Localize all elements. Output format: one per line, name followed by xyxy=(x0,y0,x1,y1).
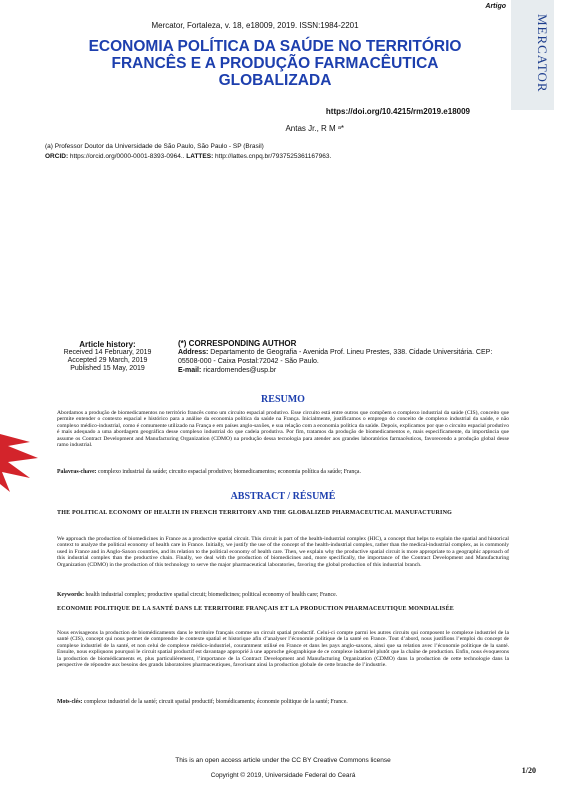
article-title: ECONOMIA POLÍTICA DA SAÚDE NO TERRITÓRIO FRANCÊS E A PRODUÇÃO FARMACÊUTICA GLOBALIZADA xyxy=(88,38,462,89)
corresponding-address xyxy=(178,348,508,366)
french-abstract: Nous envisageons la production de biomédicaments dans le territoire français comme un circuit spatial productif. Celui-ci compte parmi les autres circuits qui composent le complexe industriel de la santé (CIS), concept qui nous permet de comprendre le contexte spatial et historique afin d’analyser l’économie politique de la santé en France. Tout d’abord, nous justifions l’emploi du concept de complexe industriel de la santé, et non celui de complexe médico-industriel, couramment utilisé en France et dans les pays anglo-saxons, ainsi que sa relation avec l’économie politique de la santé. Ensuite, nous expliquons pourquoi le circuit spatial productif est davantage approprié à une approche géographique de ce complexe industriel plutôt que la chaîne de production. Enfin, nous évoquerons la production de biomédicaments et, plus particulièrement, l’importance de la Contract Development and Manufacturing Organization (CDMO) dans la production de cette technologie dans la perspective de répondre aux besoins des grands laboratoires pharmaceutiques, favorisant ainsi la production globale de cette branche de l’industrie. xyxy=(57,630,509,669)
license-notice: This is an open access article under the CC BY Creative Commons license xyxy=(175,757,391,764)
english-keywords-text: health industrial complex; productive spatial circuit; biomedicines; political economy of health care; France. xyxy=(84,592,338,598)
author-affiliation: (a) Professor Doutor da Universidade de São Paulo, São Paulo - SP (Brasil) xyxy=(45,143,264,150)
resumo-keywords-label: Palavras-chave: xyxy=(57,469,97,475)
corresponding-email xyxy=(178,366,508,375)
english-abstract: We approach the production of biomedicines in France as a productive spatial circuit. This circuit is part of the health-industrial complex (HIC), a concept that helps to explain the spatial and historical context to analyze the political economy of health care in France. Initially, we justify the use of the concept of the health-industrial complex, rather than the medical-industrial complex, as is commonly used in France and in Anglo-Saxon countries, and its relation to the political economy of health care. Then, we explain why the productive spatial circuit is more appropriate to a geographic approach of this industrial complex than the productive chain. Finally, we deal with the production of biomedicines and, more specifically, the importance of the Contract Development and Manufacturing Organization (CDMO) in the production of this technology to serve the major pharmaceutical laboratories, favoring the global production of this industrial branch. xyxy=(57,536,509,568)
page-number: 1/20 xyxy=(521,766,536,775)
french-keywords xyxy=(57,699,509,705)
doi-link[interactable]: https://doi.org/10.4215/rm2019.e18009 xyxy=(325,107,470,116)
resumo-text: Abordamos a produção de biomedicamentos no território francês como um circuito espacial produtivo. Esse circuito está entre outros que compõem o complexo industrial da saúde (CIS), conceito que permite entender o contexto espacial e histórico para a análise da economia política da saúde na França. Inicialmente, justificamos o emprego do conceito de complexo industrial da saúde, e não complexo médico-industrial, como é comumente utilizado na França e em países anglo-saxões, e sua relação com a economia política da saúde. Depois, explicamos por que o circuito espacial produtivo é mais adequado a uma abordagem geográfica desse complexo industrial do que cadeia produtiva. Por fim, tratamos da produção de biomedicamentos e, mais especificamente, da importância que assume os Contract Development and Manufacturing Organization (CDMO) na produção dessa tecnologia para atender aos grandes laboratórios farmacêuticos, favorecendo a produção global desse ramo industrial. xyxy=(57,410,509,449)
french-keywords-label: Mots-clés: xyxy=(57,699,83,705)
orcid-link[interactable]: https://orcid.org/0000-0001-8393-0964.. xyxy=(68,153,187,160)
address-text: Departamento de Geografia - Avenida Prof. Lineu Prestes, 338. Cidade Universitária. CEP: 05508-000 - Caixa Postal:72042 - São Paulo. xyxy=(178,349,493,365)
english-title: THE POLITICAL ECONOMY OF HEALTH IN FRENCH TERRITORY AND THE GLOBALIZED PHARMACEUTICAL MANUFACTURING xyxy=(57,510,452,516)
resumo-keywords-text: complexo industrial da saúde; circuito espacial produtivo; biomedicamentos; economia política da saúde; França. xyxy=(96,469,361,475)
corresponding-heading: (*) CORRESPONDING AUTHOR xyxy=(178,339,297,348)
article-type-label: Artigo xyxy=(485,3,506,10)
copyright-notice: Copyright © 2019, Universidade Federal do Ceará xyxy=(210,772,356,779)
english-keywords xyxy=(57,592,509,598)
email-label: E-mail: xyxy=(178,367,202,374)
history-published: Published 15 May, 2019 xyxy=(70,365,145,372)
email-link[interactable]: ricardomendes@usp.br xyxy=(201,367,277,374)
decorative-star-graphic xyxy=(0,420,40,500)
history-received: Received 14 February, 2019 xyxy=(63,349,152,356)
address-label: Address: xyxy=(178,349,209,356)
lattes-link[interactable]: http://lattes.cnpq.br/7937525361167963. xyxy=(213,153,332,160)
history-accepted: Accepted 29 March, 2019 xyxy=(67,357,148,364)
resumo-heading: RESUMO xyxy=(261,394,305,405)
resumo-keywords xyxy=(57,469,509,475)
article-history xyxy=(50,340,165,373)
abstract-heading: ABSTRACT / RÉSUMÉ xyxy=(230,491,336,502)
french-keywords-text: complexe industriel de la santé; circuit spatial productif; biomédicaments; économie politique de la santé; France. xyxy=(82,699,348,705)
orcid-label: ORCID: xyxy=(45,153,69,160)
journal-citation-line: Mercator, Fortaleza, v. 18, e18009, 2019. ISSN:1984-2201 xyxy=(151,21,359,30)
english-keywords-label: Keywords: xyxy=(57,592,85,598)
lattes-label: LATTES: xyxy=(186,153,214,160)
history-heading: Article history: xyxy=(79,340,136,349)
author-name: Antas Jr., R M ᵃ* xyxy=(285,124,344,133)
french-title: ECONOMIE POLITIQUE DE LA SANTÉ DANS LE TERRITOIRE FRANÇAIS ET LA PRODUCTION PHARMACEUTIQUE MONDIALISÉE xyxy=(57,606,454,612)
orcid-lattes-line xyxy=(45,153,331,160)
corresponding-author xyxy=(178,339,508,375)
journal-brand-logo: MERCATOR xyxy=(535,14,550,93)
